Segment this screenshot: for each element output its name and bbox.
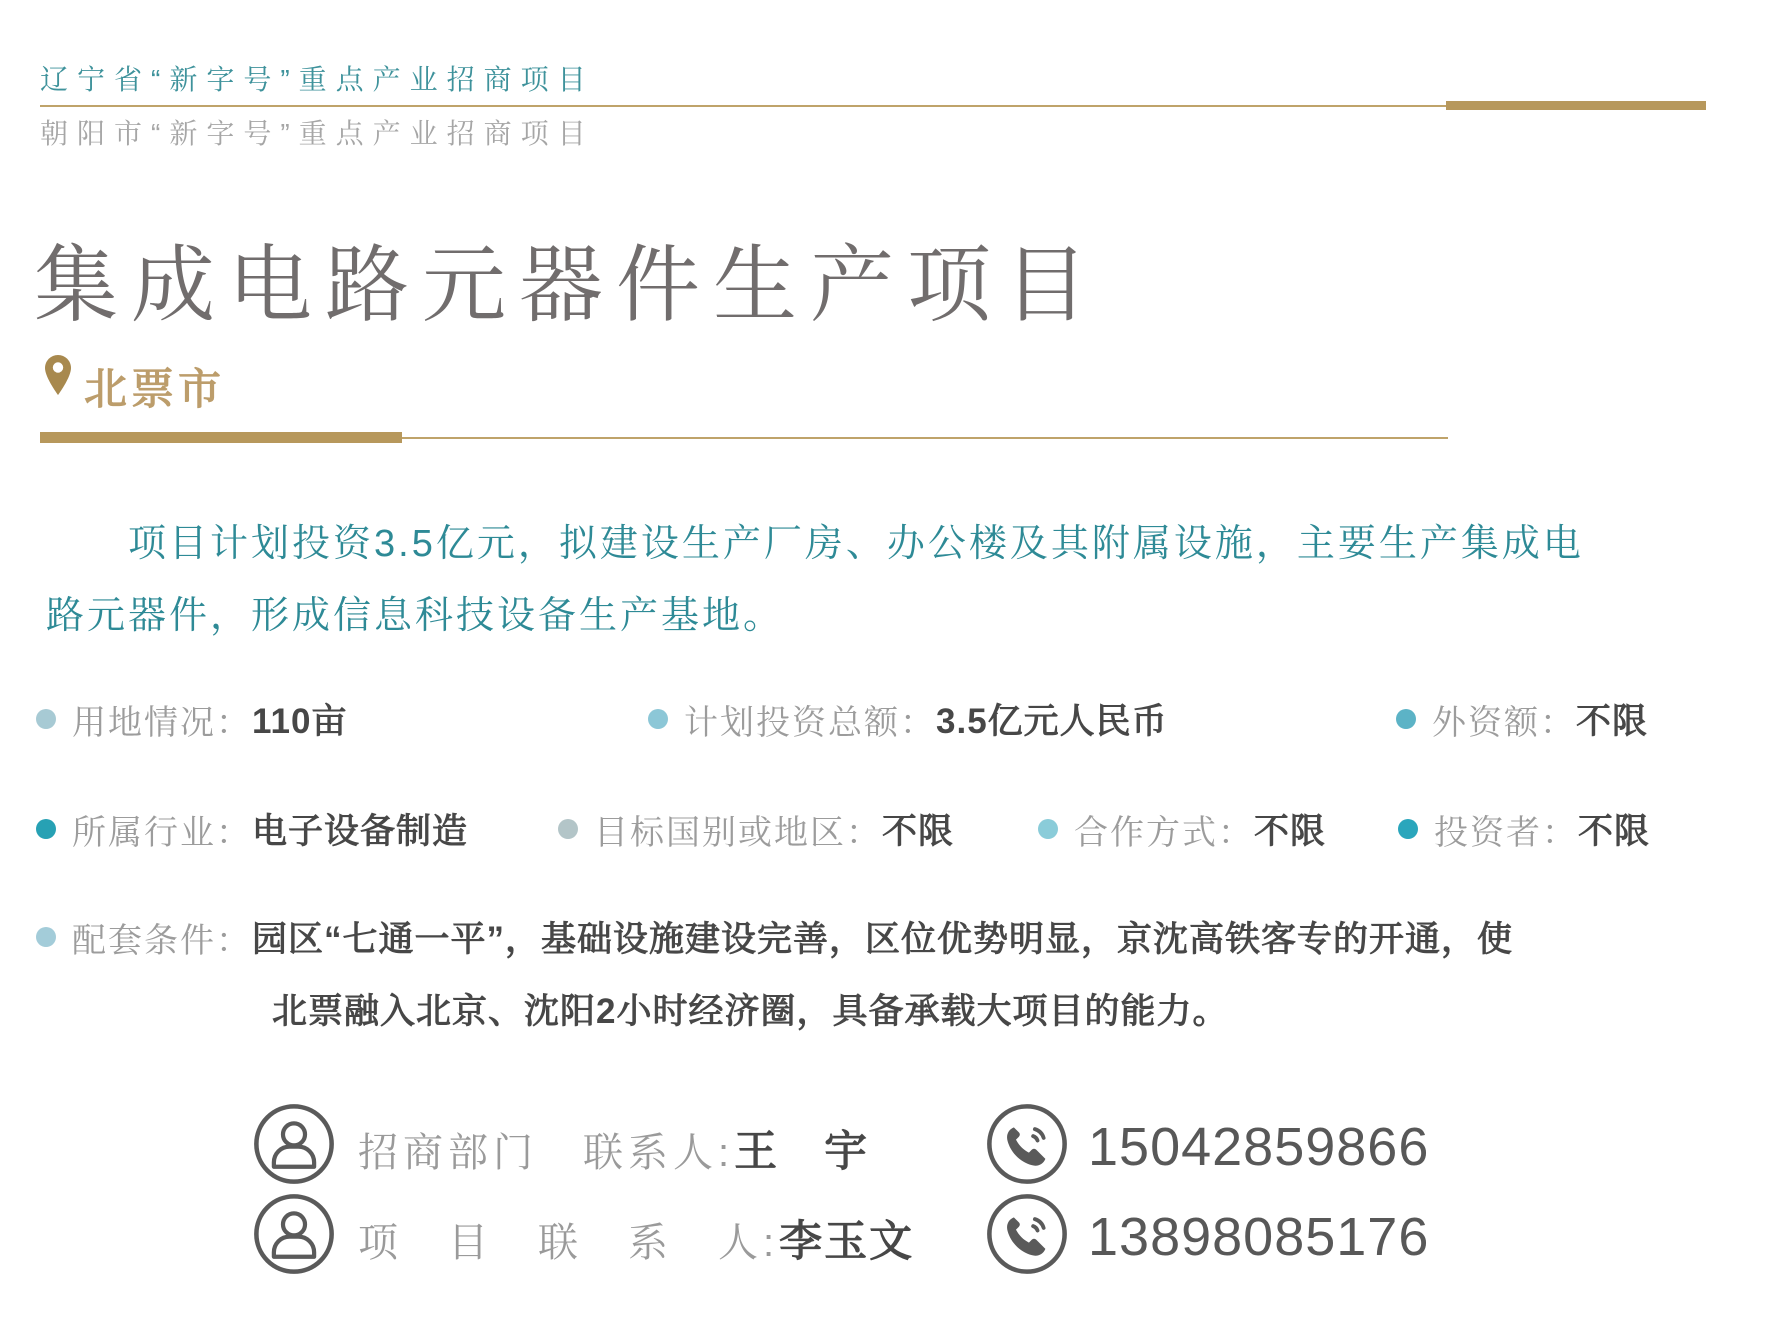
- intro-line-2: 路元器件，形成信息科技设备生产基地。: [46, 595, 785, 637]
- field-value: 不限: [1578, 812, 1651, 851]
- intro-line-1: 项目计划投资3.5亿元，拟建设生产厂房、办公楼及其附属设施，主要生产集成电: [128, 523, 1584, 565]
- contact-name: 王 宇: [734, 1128, 870, 1176]
- field-label: 所属行业：: [72, 813, 252, 852]
- field-label: 配套条件：: [72, 921, 252, 960]
- phone-icon: [985, 1192, 1069, 1276]
- contact-row-project: [252, 1192, 1672, 1278]
- field-value: 电子设备制造: [252, 812, 469, 851]
- header-rule-accent: [1446, 101, 1706, 110]
- person-icon: [252, 1102, 336, 1186]
- field-land-area: [36, 694, 347, 744]
- field-supporting-conditions-line2: 北票融入北京、沈阳2小时经济圈，具备承载大项目的能力。: [272, 992, 1229, 1031]
- field-label: 目标国别或地区：: [594, 813, 882, 852]
- person-icon: [252, 1192, 336, 1276]
- field-industry: [36, 804, 468, 854]
- page-title: 集成电路元器件生产项目: [34, 238, 1102, 332]
- field-value: 3.5亿元人民币: [936, 702, 1168, 741]
- bullet-icon: [1396, 709, 1416, 729]
- field-label: 计划投资总额：: [684, 703, 936, 742]
- field-investment-total: [648, 694, 1168, 744]
- section-divider: [402, 437, 1448, 439]
- contact-name: 李玉文: [779, 1218, 915, 1266]
- bullet-icon: [1038, 819, 1058, 839]
- kicker-primary: 辽宁省“新字号”重点产业招商项目: [40, 64, 595, 95]
- field-label: 用地情况：: [72, 703, 252, 742]
- bullet-icon: [648, 709, 668, 729]
- field-value: 110亩: [252, 702, 348, 741]
- location-name: 北票市: [84, 367, 225, 414]
- contact-label: 招商部门 联系人:: [358, 1131, 735, 1175]
- field-foreign-amount: [1396, 694, 1648, 744]
- field-supporting-conditions: [36, 912, 1513, 962]
- contact-phone-number: 13898085176: [1088, 1207, 1430, 1267]
- bullet-icon: [36, 927, 56, 947]
- field-investor: [1398, 804, 1650, 854]
- field-value: 园区“七通一平”，基础设施建设完善，区位优势明显，京沈高铁客专的开通，使: [252, 920, 1514, 959]
- bullet-icon: [558, 819, 578, 839]
- bullet-icon: [36, 819, 56, 839]
- contact-row-department: [252, 1102, 1672, 1188]
- field-label: 外资额：: [1432, 703, 1576, 742]
- contact-phone-number: 15042859866: [1088, 1117, 1430, 1177]
- field-cooperation-mode: [1038, 804, 1326, 854]
- field-value: 不限: [882, 812, 955, 851]
- contact-label: 项 目 联 系 人:: [358, 1221, 780, 1265]
- header-rule: [40, 105, 1446, 107]
- field-label: 投资者：: [1434, 813, 1578, 852]
- map-pin-icon: [44, 354, 72, 396]
- kicker-secondary: 朝阳市“新字号”重点产业招商项目: [40, 118, 595, 149]
- field-value: 不限: [1576, 702, 1649, 741]
- section-divider-accent: [40, 432, 402, 443]
- field-value: 不限: [1254, 812, 1327, 851]
- bullet-icon: [1398, 819, 1418, 839]
- bullet-icon: [36, 709, 56, 729]
- field-label: 合作方式：: [1074, 813, 1254, 852]
- field-target-region: [558, 804, 954, 854]
- phone-icon: [985, 1102, 1069, 1186]
